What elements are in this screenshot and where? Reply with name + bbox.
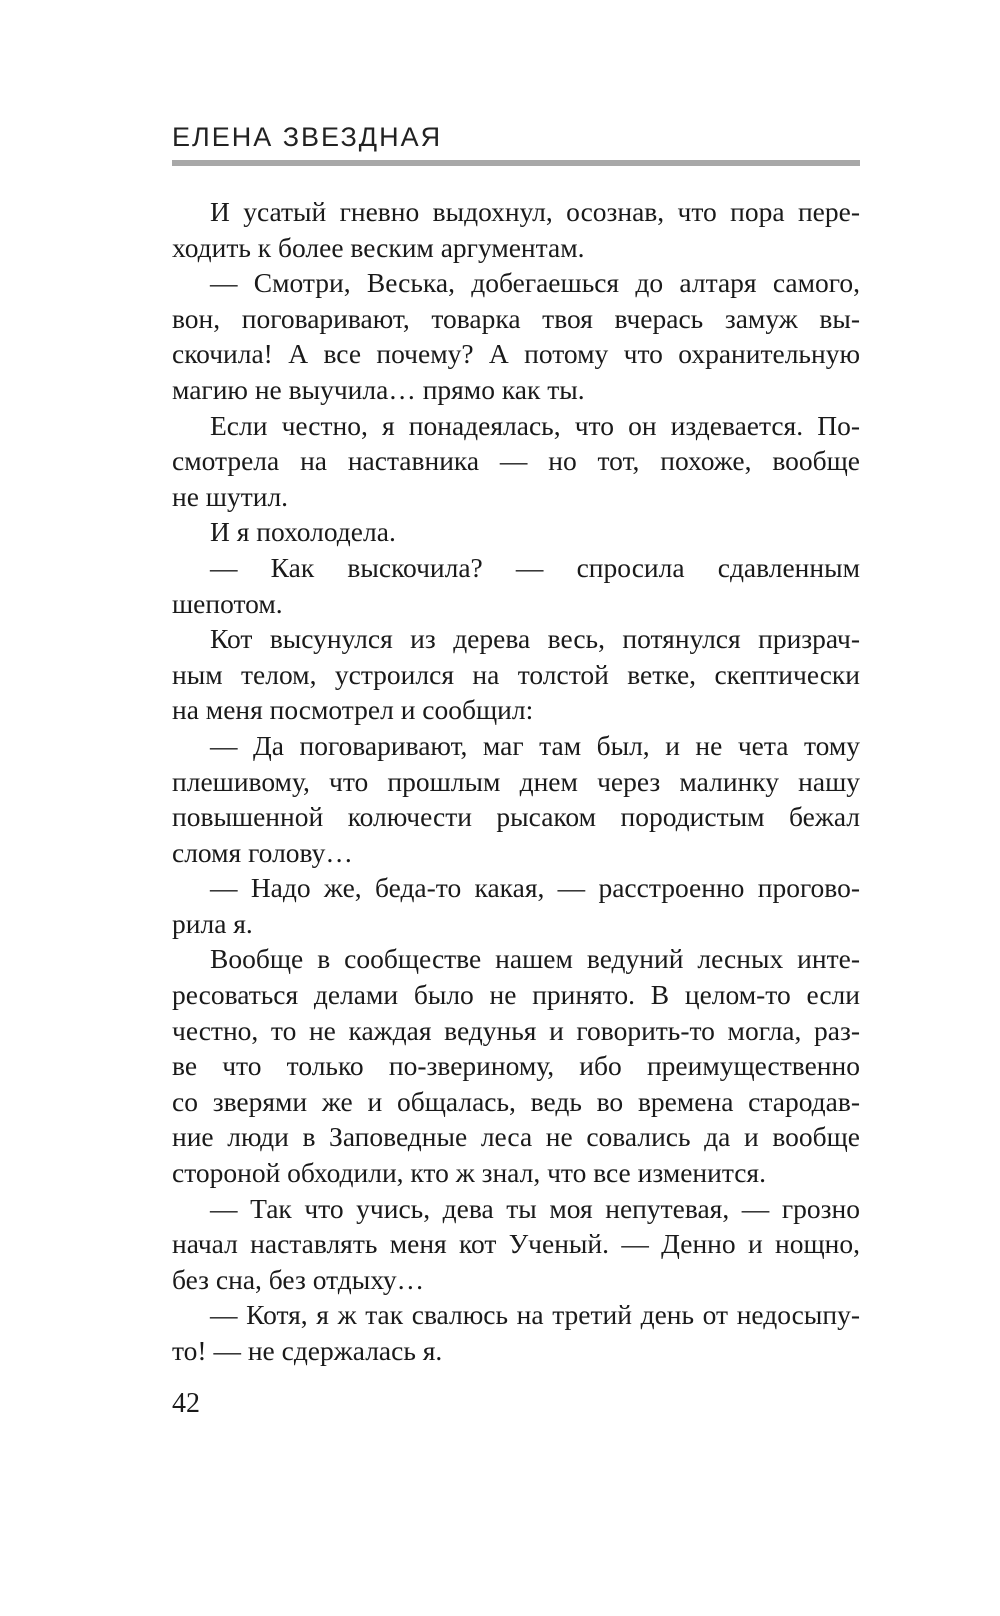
text-line: магию не выучила… прямо как ты. xyxy=(172,373,585,405)
text-line: повышенной колючести рысаком породистым бежал xyxy=(172,801,860,833)
text-line: — Так что учись, дева ты моя непутевая, — грозно xyxy=(210,1192,860,1224)
text-line: Кот высунулся из дерева весь, потянулся призрач- xyxy=(210,623,860,655)
text-line: стороной обходили, кто ж знал, что все изменится. xyxy=(172,1157,766,1189)
text-line: Вообще в сообществе нашем ведуний лесных инте- xyxy=(210,943,860,975)
text-line: то! — не сдержалась я. xyxy=(172,1335,443,1366)
text-line: ходить к более веским аргументам. xyxy=(172,231,585,263)
text-line: ве что только по-звериному, ибо преимущественно xyxy=(172,1050,860,1082)
text-line: смотрела на наставника — но тот, похоже, вообще xyxy=(172,445,860,477)
text-line: И усатый гневно выдохнул, осознав, что пора пере- xyxy=(210,196,860,227)
header-rule xyxy=(172,160,860,166)
text-line: ние люди в Заповедные леса не совались да и вообще xyxy=(172,1121,860,1153)
text-line: вон, поговаривают, товарка твоя вчерась замуж вы- xyxy=(172,302,860,334)
text-line: не шутил. xyxy=(172,480,289,512)
text-line: — Котя, я ж так свалюсь на третий день от недосыпу- xyxy=(210,1299,860,1331)
text-line: начал наставлять меня кот Ученый. — Денно и нощно, xyxy=(172,1228,860,1260)
text-line: без сна, без отдыху… xyxy=(172,1263,425,1295)
text-line: — Надо же, беда-то какая, — расстроенно прогово- xyxy=(210,872,860,904)
text-line: честно, то не каждая ведунья и говорить-то могла, раз- xyxy=(172,1014,860,1046)
text-line: плешивому, что прошлым днем через малинку нашу xyxy=(172,765,860,797)
text-line: шепотом. xyxy=(172,587,283,619)
text-line: ресоваться делами было не принято. В целом-то если xyxy=(172,979,860,1011)
text-line: скочила! А все почему? А потому что охранительную xyxy=(172,338,860,370)
running-head-author: ЕЛЕНА ЗВЕЗДНАЯ xyxy=(172,122,443,152)
text-line: рила я. xyxy=(172,907,253,939)
body-text xyxy=(172,194,860,1369)
text-line: Если честно, я понадеялась, что он издевается. По- xyxy=(210,409,860,441)
text-line: И я похолодела. xyxy=(210,516,396,548)
text-line: на меня посмотрел и сообщил: xyxy=(172,694,534,726)
text-line: — Да поговаривают, маг там был, и не чета тому xyxy=(210,729,860,761)
text-line: — Как выскочила? — спросила сдавленным xyxy=(210,551,860,583)
page-number: 42 xyxy=(172,1388,200,1419)
text-line: — Смотри, Веська, добегаешься до алтаря самого, xyxy=(210,267,860,299)
text-line: сломя голову… xyxy=(172,836,353,868)
text-line: ным телом, устроился на толстой ветке, скептически xyxy=(172,658,860,690)
text-line: со зверями же и общалась, ведь во времена стародав- xyxy=(172,1085,860,1117)
